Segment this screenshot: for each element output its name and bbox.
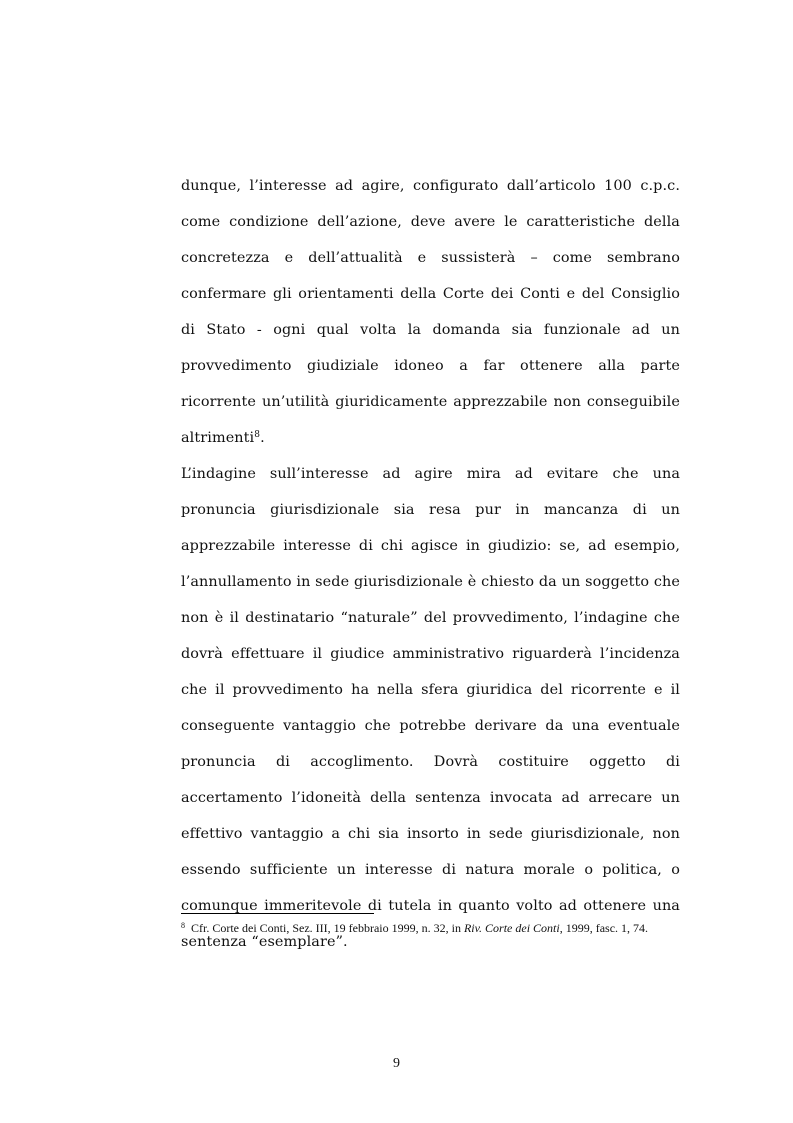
paragraph-1-end: . — [260, 430, 265, 446]
footnote-text-after: , 1999, fasc. 1, 74. — [559, 921, 649, 935]
footnote-number: 8 — [181, 921, 185, 930]
footnote-reference: 8 — [254, 430, 261, 440]
body-text — [181, 168, 680, 960]
footnote-separator — [181, 913, 374, 914]
paragraph-1 — [181, 168, 680, 456]
footnote — [181, 920, 680, 936]
footnote-journal: Riv. Corte dei Conti — [463, 921, 560, 935]
footnote-text-before: Cfr. Corte dei Conti, Sez. III, 19 febbraio 1999, n. 32, in — [191, 921, 464, 935]
paragraph-1-text: dunque, l’interesse ad agire, configurato dall’articolo 100 c.p.c. come condizione dell’azione, deve avere le caratteristiche della concretezza e dell’attualità e sussisterà – come sembrano confermare gli orientamenti della Corte dei Conti e del Consiglio di Stato - ogni qual volta la domanda sia funzionale ad un provvedimento giudiziale idoneo a far ottenere alla parte ricorrente un’utilità giuridicamente apprezzabile non conseguibile altrimenti — [181, 178, 680, 446]
page-number: 9 — [393, 1056, 400, 1071]
paragraph-2: L’indagine sull’interesse ad agire mira ad evitare che una pronuncia giurisdizionale sia resa pur in mancanza di un apprezzabile interesse di chi agisce in giudizio: se, ad esempio, l’annullamento in sede giurisdizionale è chiesto da un soggetto che non è il destinatario “naturale” del provvedimento, l’indagine che dovrà effettuare il giudice amministrativo riguarderà l’incidenza che il provvedimento ha nella sfera giuridica del ricorrente e il conseguente vantaggio che potrebbe derivare da una eventuale pronuncia di accoglimento. Dovrà costituire oggetto di accertamento l’idoneità della sentenza invocata ad arrecare un effettivo vantaggio a chi sia insorto in sede giurisdizionale, non essendo sufficiente un interesse di natura morale o politica, o comunque immeritevole di tutela in quanto volto ad ottenere una sentenza “esemplare”. — [181, 466, 680, 950]
